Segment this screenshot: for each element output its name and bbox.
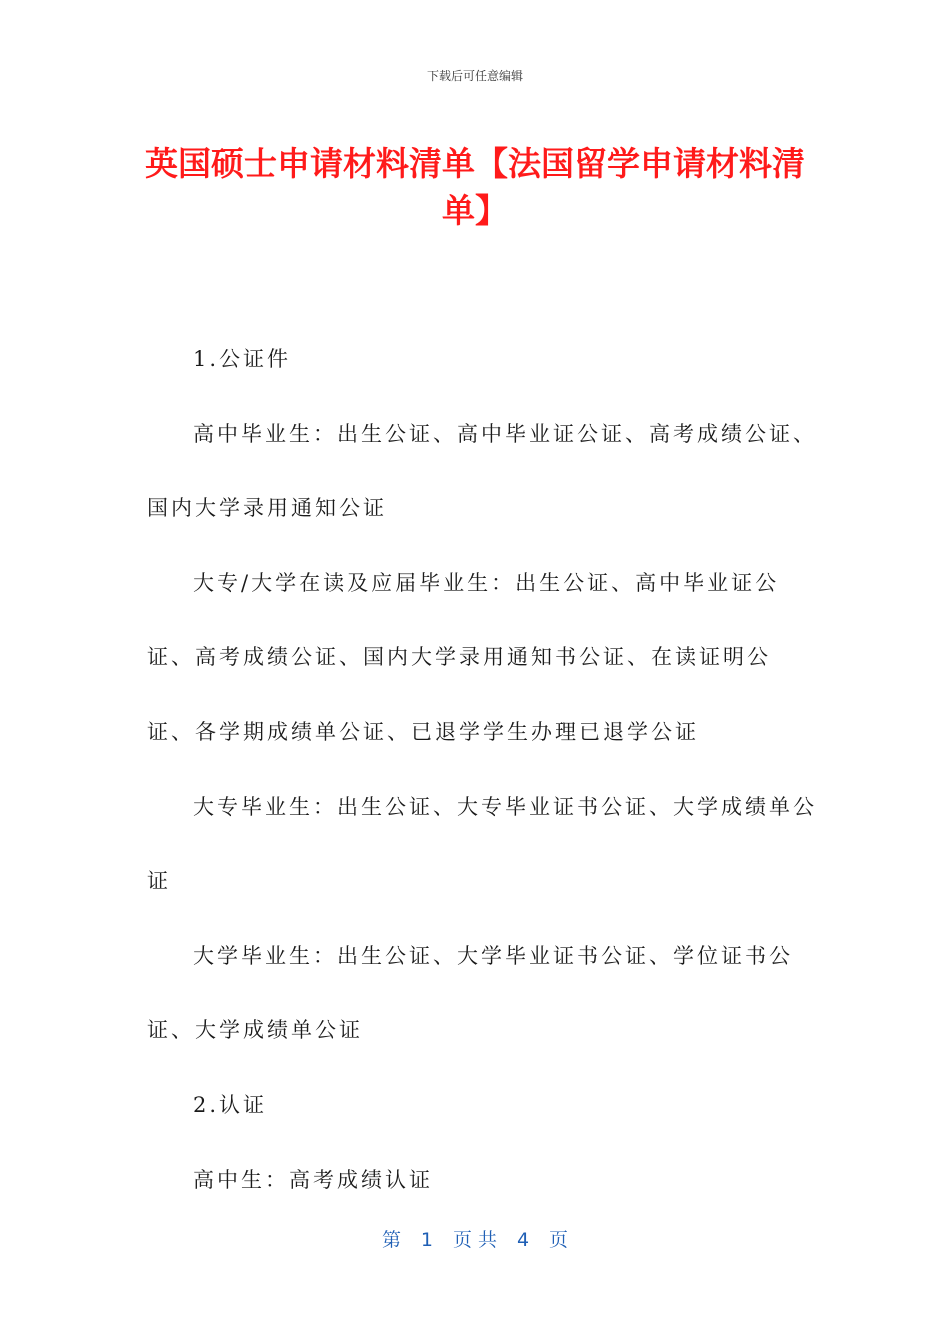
- footer-total-pages: 4: [516, 1229, 530, 1251]
- paragraph-high-school-graduates: 高中毕业生：出生公证、高中毕业证公证、高考成绩公证、国内大学录用通知公证: [147, 421, 817, 521]
- section-heading-notarization: 1.公证件: [193, 347, 292, 371]
- paragraph-college-graduates: 大专毕业生：出生公证、大专毕业证书公证、大学成绩单公证: [147, 794, 817, 894]
- document-title: 英国硕士申请材料清单【法国留学申请材料清单】: [145, 144, 805, 230]
- header-note: 下载后可任意编辑: [426, 69, 523, 83]
- document-body: [147, 322, 817, 1217]
- paragraph-current-students: 大专/大学在读及应届毕业生：出生公证、高中毕业证公证、高考成绩公证、国内大学录用通知书公证、在读证明公证、各学期成绩单公证、已退学学生办理已退学公证: [147, 570, 780, 744]
- section-heading-certification: 2.认证: [193, 1092, 268, 1117]
- paragraph-high-school-students: 高中生：高考成绩认证: [193, 1167, 433, 1192]
- footer-prefix: 第: [381, 1229, 401, 1251]
- paragraph-university-graduates: 大学毕业生：出生公证、大学毕业证书公证、学位证书公证、大学成绩单公证: [147, 943, 793, 1043]
- page-footer: [0, 1225, 950, 1252]
- footer-middle: 页 共: [452, 1229, 498, 1251]
- footer-current-page: 1: [420, 1229, 434, 1251]
- footer-suffix: 页: [549, 1229, 569, 1251]
